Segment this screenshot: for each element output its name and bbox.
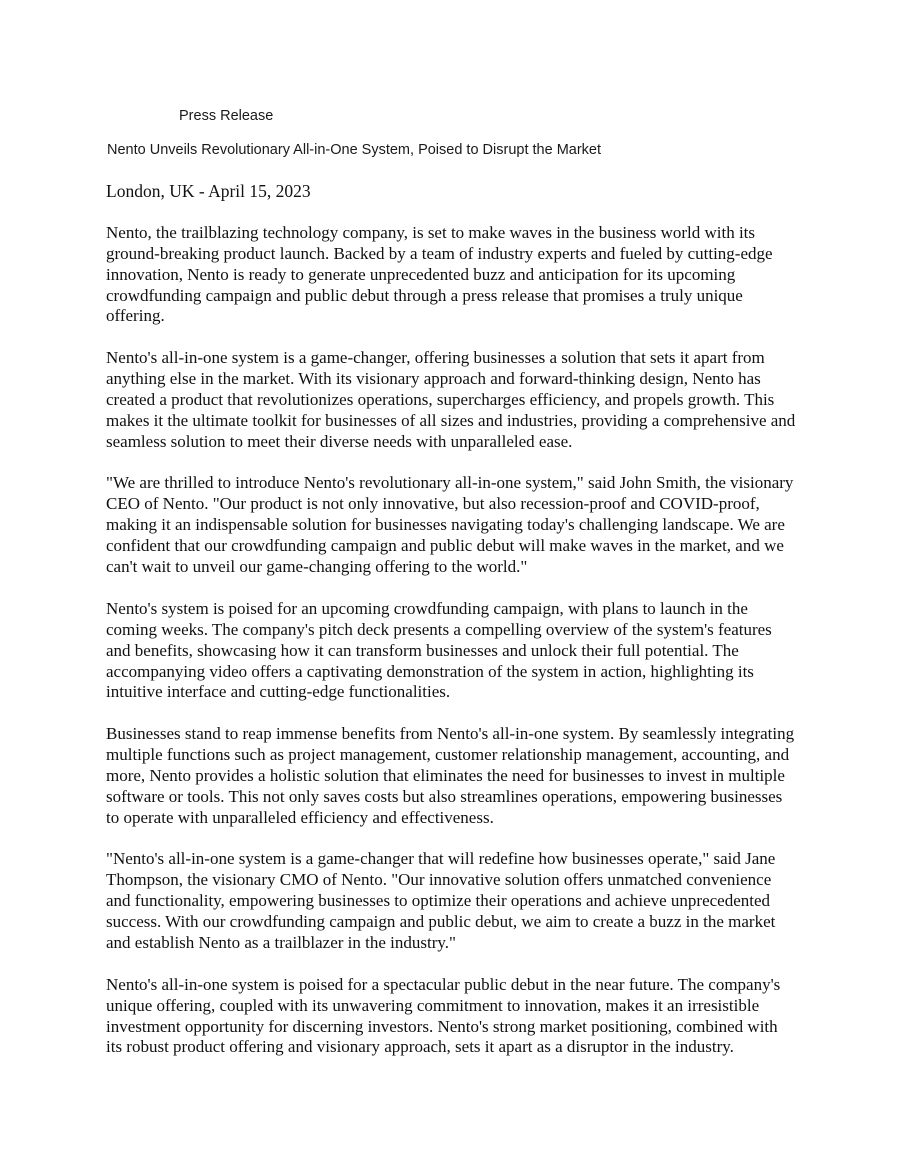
press-release-label: Press Release xyxy=(179,108,274,124)
dateline: London, UK - April 15, 2023 xyxy=(106,181,311,201)
paragraph-benefits: Businesses stand to reap immense benefits from Nento's all-in-one system. By seamlessly integrating multiple functions such as project management, customer relationship management, accounting, and more, Nento provides a holistic solution that eliminates the need for businesses to invest in multiple software or tools. This not only saves costs but also streamlines operations, empowering businesses to operate with unparalleled efficiency and effectiveness. xyxy=(106,724,795,827)
headline: Nento Unveils Revolutionary All-in-One System, Poised to Disrupt the Market xyxy=(107,142,602,158)
paragraph-intro: Nento, the trailblazing technology company, is set to make waves in the business world with its ground-breaking product launch. Backed by a team of industry experts and fueled by cutting-edge innovation, Nento is ready to generate unprecedented buzz and anticipation for its upcoming crowdfunding campaign and public debut through a press release that promises a truly unique offering. xyxy=(106,222,773,326)
paragraph-ceo-quote: "We are thrilled to introduce Nento's revolutionary all-in-one system," said John Smith, the visionary CEO of Nento. "Our product is not only innovative, but also recession-proof and COVID-proof, making it an indispensable solution for businesses navigating today's challenging landscape. We are confident that our crowdfunding campaign and public debut will make waves in the market, and we can't wait to unveil our game-changing offering to the world." xyxy=(106,473,794,577)
document-body xyxy=(106,181,796,1079)
paragraph-product: Nento's all-in-one system is a game-changer, offering businesses a solution that sets it apart from anything else in the market. With its visionary approach and forward-thinking design, Nento has created a product that revolutionizes operations, supercharges efficiency, and propels growth. This makes it the ultimate toolkit for businesses of all sizes and industries, providing a comprehensive and seamless solution to meet their diverse needs with unparalleled ease. xyxy=(106,348,796,451)
paragraph-debut: Nento's all-in-one system is poised for a spectacular public debut in the near future. The company's unique offering, coupled with its unwavering commitment to innovation, makes it an irresistible investment opportunity for discerning investors. Nento's strong market positioning, combined with its robust product offering and visionary approach, sets it apart as a disruptor in the industry. xyxy=(106,974,781,1057)
paragraph-cmo-quote: "Nento's all-in-one system is a game-changer that will redefine how businesses operate," said Jane Thompson, the visionary CMO of Nento. "Our innovative solution offers unmatched convenience and functionality, empowering businesses to optimize their operations and achieve unprecedented success. With our crowdfunding campaign and public debut, we aim to create a buzz in the market and establish Nento as a trailblazer in the industry." xyxy=(106,849,776,953)
paragraph-crowdfunding: Nento's system is poised for an upcoming crowdfunding campaign, with plans to launch in the coming weeks. The company's pitch deck presents a compelling overview of the system's features and benefits, showcasing how it can transform businesses and unlock their full potential. The accompanying video offers a captivating demonstration of the system in action, highlighting its intuitive interface and cutting-edge functionalities. xyxy=(106,598,772,702)
